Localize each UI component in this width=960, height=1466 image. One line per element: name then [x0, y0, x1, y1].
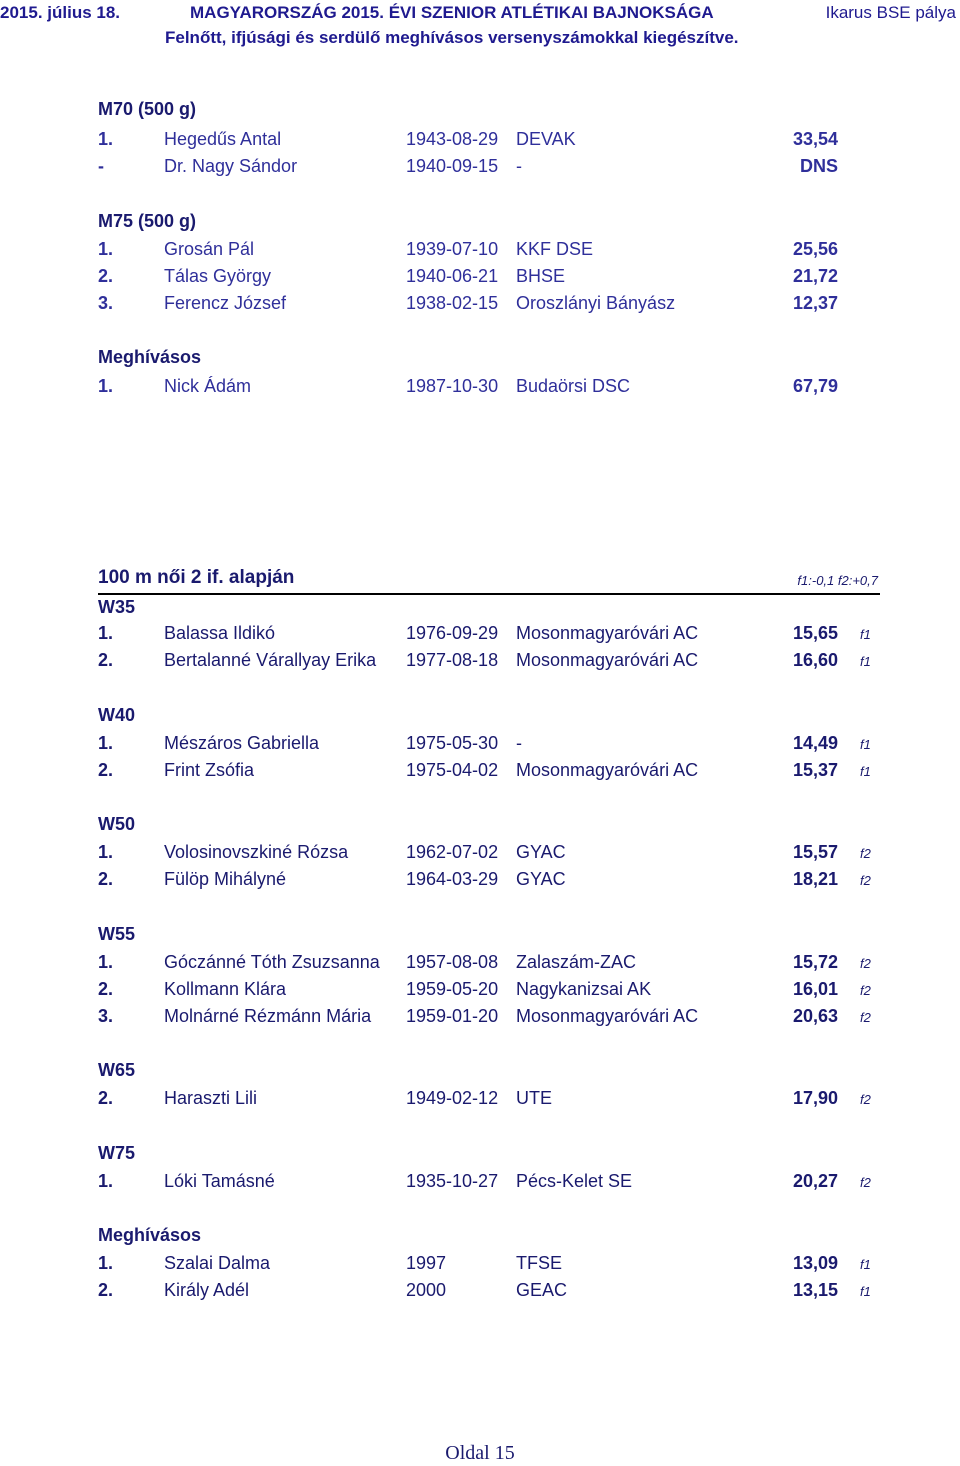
birth-date: 1975-04-02	[406, 760, 499, 780]
header-subtitle: Felnőtt, ifjúsági és serdülő meghívásos versenyszámokkal kiegészítve.	[165, 28, 739, 47]
athlete-name: Molnárné Rézmánn Mária	[164, 1006, 372, 1026]
table-row	[0, 952, 960, 979]
birth-date: 1957-08-08	[406, 952, 499, 972]
club: DEVAK	[516, 129, 576, 149]
result: 20,63	[792, 1006, 838, 1026]
table-row	[0, 979, 960, 1006]
athlete-name: Haraszti Lili	[164, 1088, 258, 1108]
club: UTE	[516, 1088, 552, 1108]
club: Pécs-Kelet SE	[516, 1171, 633, 1191]
club: Zalaszám-ZAC	[516, 952, 637, 972]
result: 21,72	[792, 266, 838, 286]
place: 2.	[98, 869, 114, 889]
result: 33,54	[792, 129, 838, 149]
category-heading: M75 (500 g)	[98, 211, 197, 231]
table-row	[0, 1088, 960, 1115]
birth-date: 1939-07-10	[406, 239, 499, 259]
club: TFSE	[516, 1253, 563, 1273]
athlete-name: Góczánné Tóth Zsuzsanna	[164, 952, 380, 972]
result: 18,21	[792, 869, 838, 889]
athlete-name: Ferencz József	[164, 293, 287, 313]
birth-date: 1938-02-15	[406, 293, 499, 313]
category-heading: M70 (500 g)	[98, 99, 197, 119]
wind-note: f1:-0,1 f2:+0,7	[797, 573, 878, 588]
heat: f2	[860, 1010, 871, 1025]
result: DNS	[799, 156, 838, 176]
athlete-name: Fülöp Mihályné	[164, 869, 287, 889]
heat: f1	[860, 627, 871, 642]
result: 20,27	[792, 1171, 838, 1191]
club: Mosonmagyaróvári AC	[516, 760, 699, 780]
athlete-name: Hegedűs Antal	[164, 129, 282, 149]
place: 1.	[98, 733, 114, 753]
athlete-name: Kollmann Klára	[164, 979, 287, 999]
heat: f2	[860, 873, 871, 888]
birth-date: 1959-05-20	[406, 979, 499, 999]
table-row	[0, 1171, 960, 1198]
table-row	[0, 869, 960, 896]
athlete-name: Bertalanné Várallyay Erika	[164, 650, 377, 670]
place: 1.	[98, 623, 114, 643]
result: 15,72	[792, 952, 838, 972]
athlete-name: Király Adél	[164, 1280, 250, 1300]
place: -	[98, 156, 104, 176]
place: 1.	[98, 1171, 114, 1191]
header-date: 2015. július 18.	[0, 3, 121, 22]
event-title: 100 m női 2 if. alapján	[98, 567, 295, 588]
table-row	[0, 129, 960, 156]
club: Mosonmagyaróvári AC	[516, 623, 699, 643]
club: GYAC	[516, 869, 566, 889]
category-heading: W75	[98, 1143, 136, 1163]
birth-date: 1935-10-27	[406, 1171, 499, 1191]
athlete-name: Frint Zsófia	[164, 760, 255, 780]
table-row	[0, 376, 960, 403]
club: GEAC	[516, 1280, 568, 1300]
category-heading: Meghívásos	[98, 1225, 202, 1245]
result: 13,15	[792, 1280, 838, 1300]
club: Oroszlányi Bányász	[516, 293, 676, 313]
athlete-name: Balassa Ildikó	[164, 623, 276, 643]
place: 2.	[98, 760, 114, 780]
result: 13,09	[792, 1253, 838, 1273]
place: 3.	[98, 1006, 114, 1026]
heat: f2	[860, 956, 871, 971]
club: -	[516, 156, 522, 176]
table-row	[0, 650, 960, 677]
event-divider	[98, 593, 880, 595]
table-row	[0, 266, 960, 293]
place: 1.	[98, 239, 114, 259]
birth-date: 1964-03-29	[406, 869, 499, 889]
birth-date: 1975-05-30	[406, 733, 499, 753]
athlete-name: Nick Ádám	[164, 376, 252, 396]
category-heading: Meghívásos	[98, 347, 202, 367]
header-title: MAGYARORSZÁG 2015. ÉVI SZENIOR ATLÉTIKAI BAJNOKSÁGA	[190, 3, 714, 22]
table-row	[0, 1280, 960, 1307]
place: 3.	[98, 293, 114, 313]
place: 1.	[98, 1253, 114, 1273]
heat: f2	[860, 1175, 871, 1190]
table-row	[0, 1006, 960, 1033]
birth-date: 1976-09-29	[406, 623, 499, 643]
category-heading: W65	[98, 1060, 136, 1080]
result: 17,90	[792, 1088, 838, 1108]
heat: f1	[860, 1284, 871, 1299]
table-row	[0, 156, 960, 183]
result: 16,01	[792, 979, 838, 999]
category-heading: W50	[98, 814, 136, 834]
table-row	[0, 733, 960, 760]
table-row	[0, 623, 960, 650]
place: 2.	[98, 650, 114, 670]
category-heading: W40	[98, 705, 136, 725]
club: -	[516, 733, 522, 753]
birth-date: 1943-08-29	[406, 129, 499, 149]
result: 12,37	[792, 293, 838, 313]
table-row	[0, 239, 960, 266]
heat: f2	[860, 846, 871, 861]
result: 14,49	[792, 733, 838, 753]
athlete-name: Dr. Nagy Sándor	[164, 156, 298, 176]
athlete-name: Grosán Pál	[164, 239, 255, 259]
header-venue: Ikarus BSE pálya	[825, 3, 956, 22]
club: Nagykanizsai AK	[516, 979, 652, 999]
table-row	[0, 293, 960, 320]
birth-date: 1962-07-02	[406, 842, 499, 862]
athlete-name: Lóki Tamásné	[164, 1171, 275, 1191]
birth-date: 1987-10-30	[406, 376, 499, 396]
place: 1.	[98, 376, 114, 396]
category-heading: W55	[98, 924, 136, 944]
heat: f2	[860, 1092, 871, 1107]
club: KKF DSE	[516, 239, 594, 259]
result: 16,60	[792, 650, 838, 670]
heat: f1	[860, 1257, 871, 1272]
result: 15,37	[792, 760, 838, 780]
result: 15,65	[792, 623, 838, 643]
club: Mosonmagyaróvári AC	[516, 1006, 699, 1026]
birth-date: 1940-06-21	[406, 266, 499, 286]
table-row	[0, 842, 960, 869]
place: 1.	[98, 129, 114, 149]
place: 2.	[98, 1280, 114, 1300]
athlete-name: Tálas György	[164, 266, 272, 286]
result: 67,79	[792, 376, 838, 396]
place: 1.	[98, 952, 114, 972]
birth-date: 1949-02-12	[406, 1088, 499, 1108]
place: 1.	[98, 842, 114, 862]
table-row	[0, 760, 960, 787]
place: 2.	[98, 266, 114, 286]
club: BHSE	[516, 266, 566, 286]
result: 25,56	[792, 239, 838, 259]
athlete-name: Volosinovszkiné Rózsa	[164, 842, 349, 862]
page-number: Oldal 15	[445, 1442, 515, 1464]
heat: f1	[860, 654, 871, 669]
page-header	[0, 0, 960, 54]
athlete-name: Mészáros Gabriella	[164, 733, 320, 753]
birth-date: 1959-01-20	[406, 1006, 499, 1026]
place: 2.	[98, 1088, 114, 1108]
birth-date: 1997	[406, 1253, 447, 1273]
heat: f2	[860, 983, 871, 998]
club: Budaörsi DSC	[516, 376, 631, 396]
birth-date: 1940-09-15	[406, 156, 499, 176]
club: GYAC	[516, 842, 566, 862]
category-heading: W35	[98, 597, 136, 617]
birth-date: 1977-08-18	[406, 650, 499, 670]
table-row	[0, 1253, 960, 1280]
result: 15,57	[792, 842, 838, 862]
heat: f1	[860, 737, 871, 752]
place: 2.	[98, 979, 114, 999]
heat: f1	[860, 764, 871, 779]
athlete-name: Szalai Dalma	[164, 1253, 271, 1273]
club: Mosonmagyaróvári AC	[516, 650, 699, 670]
birth-date: 2000	[406, 1280, 447, 1300]
